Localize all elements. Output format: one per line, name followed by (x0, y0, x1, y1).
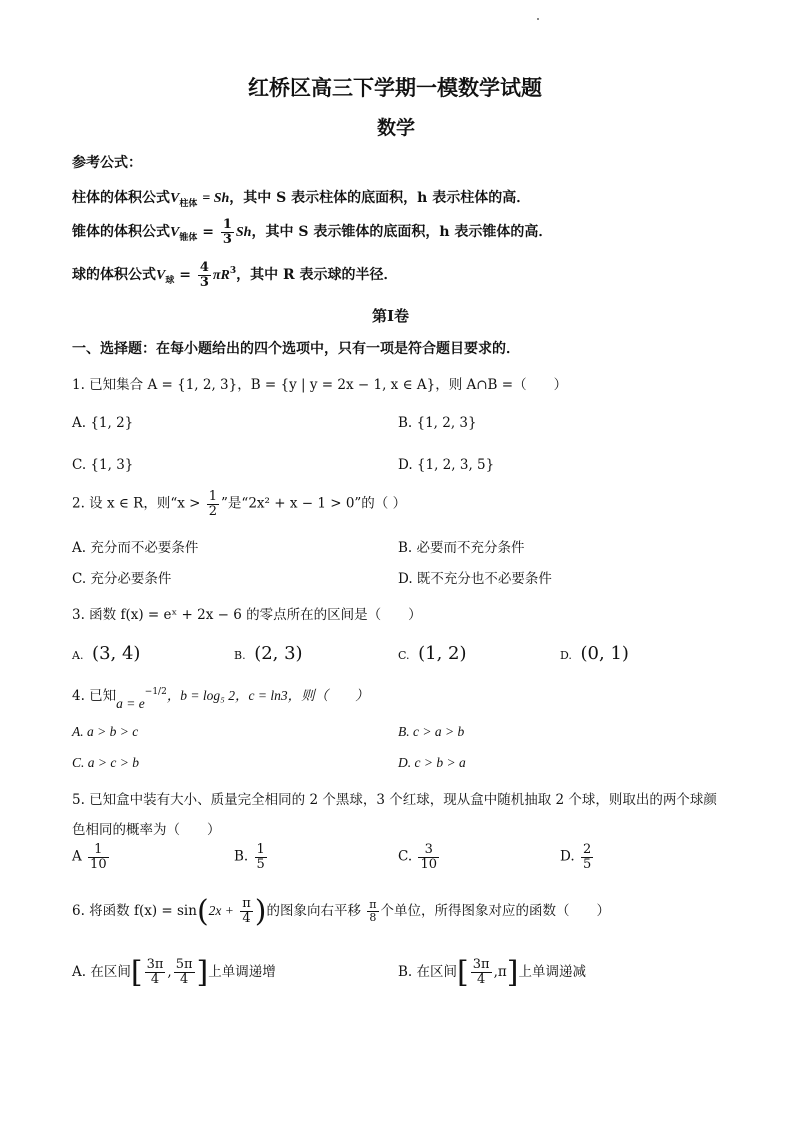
q2-option-b: B. 必要而不充分条件 (398, 540, 525, 556)
fraction: $\frac{2}{5}$ (582, 842, 592, 872)
q3-option-c: C. (1, 2) (398, 643, 467, 664)
page-subtitle: 数学 (377, 117, 416, 139)
formulas-heading: 参考公式： (72, 155, 142, 171)
fraction: $\frac{1}{3}$ (222, 217, 232, 247)
q4-option-d: D. c > b > a (398, 755, 466, 770)
q5-option-b: B. $\frac{1}{5}$ (234, 842, 265, 872)
q4-option-b: B. c > a > b (398, 724, 465, 739)
question-4: 4. 已知$a = e^{-1/2}$，b = log₅ 2，c = ln3，则（ ） (72, 687, 369, 711)
question-3: 3. 函数 f(x) = eˣ + 2x − 6 的零点所在的区间是（ ） (72, 607, 422, 623)
question-1: 1. 已知集合 A = {1, 2, 3}，B = {y | y = 2x − 1, x ∈ A}，则 A∩B =（ ） (72, 377, 568, 393)
fraction: $\frac{3\pi}{4}$ (472, 957, 490, 987)
fraction: $\frac{\pi}{4}$ (242, 896, 251, 926)
question-6: 6. 将函数 f(x) = sin(2x + $\frac{\pi}{4}$ )的图象向右平移 $\frac{\pi}{8}$ 个单位，所得图象对应的函数（ ） (72, 894, 610, 929)
fraction: $\frac{1}{2}$ (208, 489, 218, 519)
scan-dot (537, 18, 539, 20)
q5-option-d: D. $\frac{2}{5}$ (560, 842, 592, 872)
fraction: $\frac{3\pi}{4}$ (146, 957, 164, 987)
question-5-line-1: 5. 已知盒中装有大小、质量完全相同的 2 个黑球，3 个红球，现从盒中随机抽取 2 个球，则取出的两个球颜 (72, 792, 717, 808)
q1-option-c: C. {1, 3} (72, 457, 134, 473)
q2-option-c: C. 充分必要条件 (72, 571, 172, 587)
q6-option-a: A. 在区间[ $\frac{3\pi}{4}$ , $\frac{5\pi}{4}$ ]上单调递增 (72, 955, 276, 990)
q5-option-c: C. $\frac{3}{10}$ (398, 842, 437, 872)
q2-option-d: D. 既不充分也不必要条件 (398, 571, 552, 587)
fraction: $\frac{5\pi}{4}$ (175, 957, 193, 987)
q1-option-d: D. {1, 2, 3, 5} (398, 457, 495, 473)
formula-sphere: 球的体积公式$V_球$ = $\frac{4}{3}$ $\pi R^3$，其中 R 表示球的半径． (72, 260, 398, 290)
q6-option-b: B. 在区间[ $\frac{3\pi}{4}$ ,π]上单调递减 (398, 955, 586, 990)
section-heading: 一、选择题：在每小题给出的四个选项中，只有一项是符合题目要求的． (72, 341, 520, 357)
fraction: $\frac{3}{10}$ (420, 842, 437, 872)
fraction: $\frac{1}{10}$ (90, 842, 107, 872)
q3-option-b: B. (2, 3) (234, 643, 303, 664)
volume-label: 第Ⅰ卷 (372, 307, 410, 325)
question-5-line-2: 色相同的概率为（ ） (72, 822, 221, 838)
formula-cone: 锥体的体积公式$V_{锥体}$ = $\frac{1}{3}$ Sh，其中 S 表示锥体的底面积，h 表示锥体的高． (72, 217, 553, 247)
q4-option-a: A. a > b > c (72, 724, 139, 739)
page-title: 红桥区高三下学期一模数学试题 (248, 75, 542, 100)
q3-option-d: D. (0, 1) (560, 643, 629, 664)
question-2: 2. 设 x ∈ R，则“x > $\frac{1}{2}$ ”是“2x² + x − 1 > 0”的（ ） (72, 489, 407, 519)
q1-option-b: B. {1, 2, 3} (398, 415, 477, 431)
formula-cylinder: 柱体的体积公式$V_{柱体} = Sh$，其中 S 表示柱体的底面积，h 表示柱体的高． (72, 190, 531, 209)
q2-option-a: A. 充分而不必要条件 (72, 540, 199, 556)
q4-option-c: C. a > c > b (72, 755, 139, 770)
q3-option-a: A. (3, 4) (72, 643, 141, 664)
fraction: $\frac{4}{3}$ (199, 260, 209, 290)
q1-option-a: A. {1, 2} (72, 415, 134, 431)
q5-option-a: A $\frac{1}{10}$ (72, 842, 107, 872)
fraction: $\frac{1}{5}$ (256, 842, 265, 872)
fraction: $\frac{\pi}{8}$ (369, 898, 377, 924)
